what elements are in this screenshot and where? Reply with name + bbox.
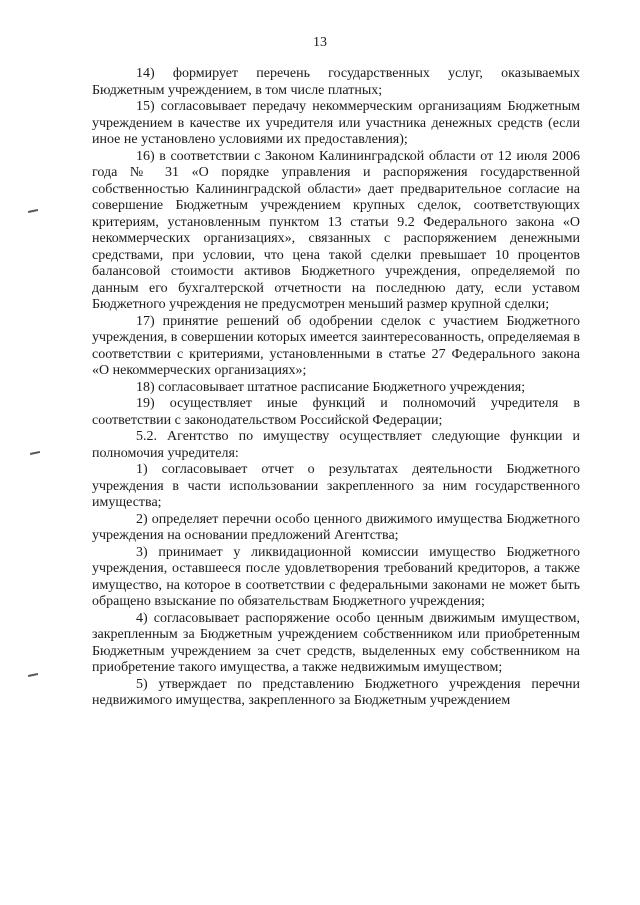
paragraph-item-18: 18) согласовывает штатное расписание Бюджетного учреждения; bbox=[136, 379, 526, 395]
page-number: 13 bbox=[313, 35, 327, 50]
paragraph-item-3: 3) принимает у ликвидационной комиссии имущество Бюджетного учреждения, оставшееся после удовлетворения требований кредиторов, а также имущество, на которое в соответствии с федеральными законами не может быть обращено взыскание по обязательствам Бюджетного учреждения; bbox=[92, 544, 580, 609]
margin-mark bbox=[28, 209, 38, 213]
section-heading-5-2: 5.2. Агентство по имуществу осуществляет следующие функции и полномочия учредителя: bbox=[92, 429, 580, 461]
paragraph-item-17: 17) принятие решений об одобрении сделок с участием Бюджетного учреждения, в совершении которых имеется заинтересованность, определяемая в соответствии с критериями, установленными в статье 27 Федерального закона «О некоммерческих организациях»; bbox=[92, 313, 580, 378]
paragraph-item-14: 14) формирует перечень государственных услуг, оказываемых Бюджетным учреждением, в том числе платных; bbox=[92, 66, 580, 98]
paragraph-item-4: 4) согласовывает распоряжение особо ценным движимым имуществом, закрепленным за Бюджетным учреждением собственником или приобретенным Бюджетным учреждением за счет средств, выделенных ему собственником на приобретение такого имущества, а также недвижимым имуществом; bbox=[92, 610, 580, 675]
paragraph-item-19: 19) осуществляет иные функций и полномочий учредителя в соответствии с законодательством Российской Федерации; bbox=[92, 396, 580, 428]
document-body bbox=[92, 66, 580, 710]
margin-mark bbox=[28, 673, 38, 677]
paragraph-item-2: 2) определяет перечни особо ценного движимого имущества Бюджетного учреждения на основании предложений Агентства; bbox=[92, 511, 580, 543]
paragraph-item-15: 15) согласовывает передачу некоммерческим организациям Бюджетным учреждением в качестве их учредителя или участника денежных средств (если иное не установлено условиями их предоставления); bbox=[92, 99, 580, 147]
paragraph-item-1: 1) согласовывает отчет о результатах деятельности Бюджетного учреждения в части использовании закрепленного за ним государственного имущества; bbox=[92, 462, 580, 510]
paragraph-item-16: 16) в соответствии с Законом Калининградской области от 12 июля 2006 года № 31 «О порядке управления и распоряжения государственной собственностью Калининградской области» дает предварительное согласие на совершение Бюджетным учреждением крупных сделок, соответствующих критериям, установленным пунктом 13 статьи 9.2 Федерального закона «О некоммерческих организациях», связанных с распоряжением денежными средствами, при условии, что цена такой сделки превышает 10 процентов балансовой стоимости активов Бюджетного учреждения, определяемой по данным его бухгалтерской отчетности на последнюю дату, если уставом Бюджетного учреждения не предусмотрен меньший размер крупной сделки; bbox=[92, 148, 580, 312]
paragraph-item-5: 5) утверждает по представлению Бюджетного учреждения перечни недвижимого имущества, закрепленного за Бюджетным учреждением bbox=[92, 676, 580, 708]
margin-mark bbox=[30, 451, 40, 455]
